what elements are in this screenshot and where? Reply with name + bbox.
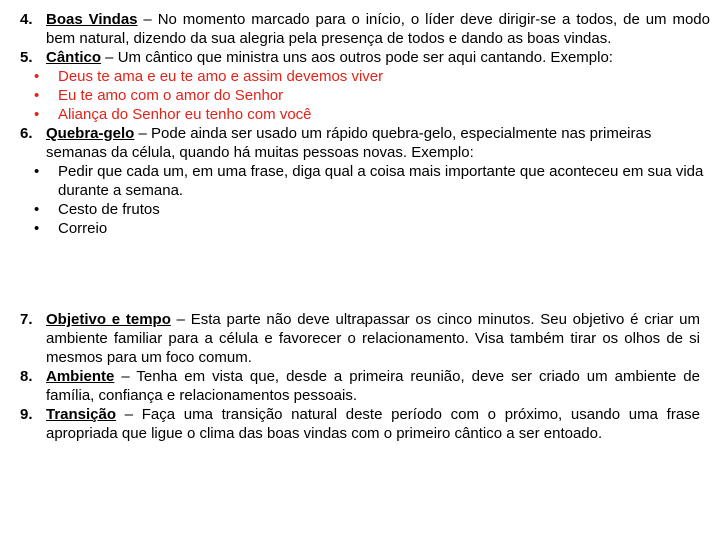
list-item-transicao [20, 405, 700, 443]
item-term: Transição [46, 406, 117, 423]
item-text: – Faça uma transição natural deste período com o próximo, usando uma frase apropriada que ligue o clima das boas vindas com o primeiro cântico a ser entoado. [46, 406, 700, 442]
song-title: Aliança do Senhor eu tenho com você [58, 106, 312, 123]
item-text: – Tenha em vista que, desde a primeira reunião, deve ser criado um ambiente de família, confiança e relacionamentos pessoais. [46, 368, 700, 404]
item-term: Objetivo e tempo [46, 311, 171, 328]
example-bullet [20, 200, 710, 219]
bullet-icon: • [34, 220, 40, 237]
list-item-ambiente [20, 367, 700, 405]
item-text: – No momento marcado para o início, o líder deve dirigir-se a todos, de um modo bem natural, dizendo da sua alegria pela presença de todos e dando as boas vindas. [46, 11, 710, 47]
example-text: Correio [58, 220, 108, 237]
song-bullet [20, 67, 710, 86]
list-item-quebra-gelo [20, 124, 710, 162]
example-text: Pedir que cada um, em uma frase, diga qual a coisa mais importante que aconteceu em sua vida durante a semana. [58, 163, 704, 199]
song-bullet [20, 86, 710, 105]
item-number: 6. [20, 125, 33, 142]
item-number: 4. [20, 11, 33, 28]
example-bullet [20, 162, 710, 200]
list-item-objetivo [20, 310, 700, 367]
song-bullet [20, 105, 710, 124]
item-term: Boas Vindas [46, 11, 138, 28]
list-item-boas-vindas [20, 10, 710, 48]
item-text: – Esta parte não deve ultrapassar os cinco minutos. Seu objetivo é criar um ambiente familiar para a célula e favorecer o relacionamento. Visa também tirar os olhos de si mesmos para um foco comum. [46, 311, 700, 366]
item-number: 7. [20, 311, 33, 328]
item-term: Cântico [46, 49, 102, 66]
item-text: – Um cântico que ministra uns aos outros pode ser aqui cantando. Exemplo: [101, 49, 613, 66]
item-number: 8. [20, 368, 33, 385]
item-term: Quebra-gelo [46, 125, 135, 142]
list-item-cantico [20, 48, 710, 67]
list-block-guidelines [20, 310, 700, 443]
list-block-welcome [20, 10, 710, 238]
example-text: Cesto de frutos [58, 201, 160, 218]
bullet-icon: • [34, 68, 40, 85]
song-title: Eu te amo com o amor do Senhor [58, 87, 284, 104]
example-bullet [20, 219, 710, 238]
item-text: – Pode ainda ser usado um rápido quebra-gelo, especialmente nas primeiras semanas da célula, quando há muitas pessoas novas. Exemplo: [46, 125, 652, 161]
item-number: 9. [20, 406, 33, 423]
bullet-icon: • [34, 106, 40, 123]
bullet-icon: • [34, 201, 40, 218]
bullet-icon: • [34, 163, 40, 180]
song-title: Deus te ama e eu te amo e assim devemos viver [58, 68, 384, 85]
item-number: 5. [20, 49, 33, 66]
item-term: Ambiente [46, 368, 115, 385]
bullet-icon: • [34, 87, 40, 104]
